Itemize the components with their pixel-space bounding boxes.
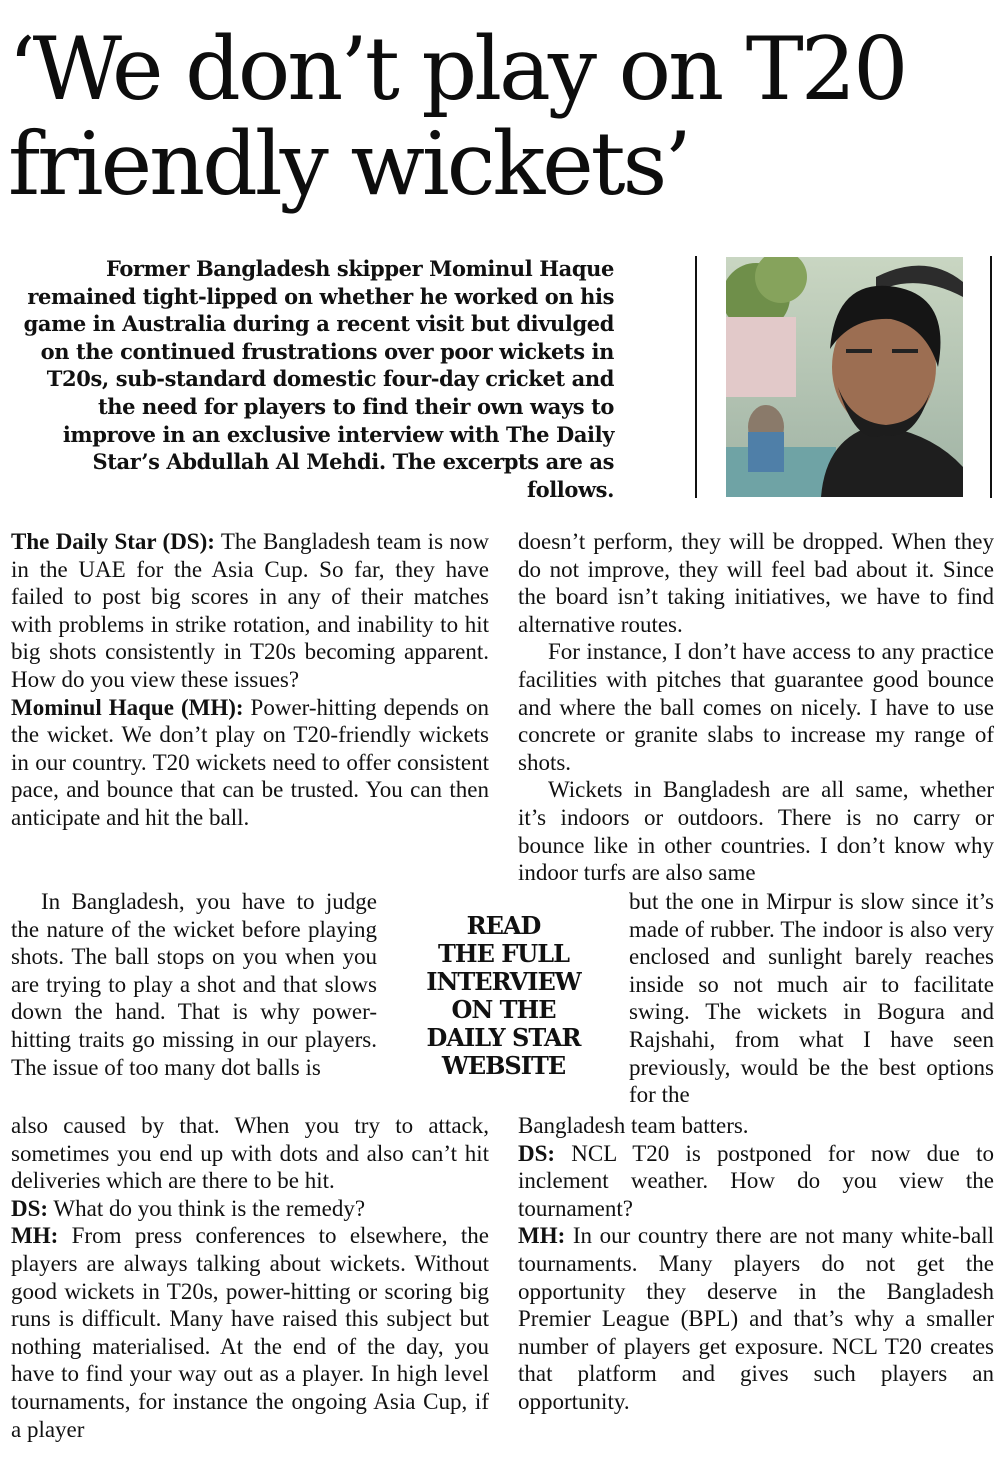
q3-speaker: DS: (518, 1140, 556, 1166)
a1-text: Power-hitting depends on the wicket. We don’t play on T20-friendly wickets in our country. T20 wickets need to offer consistent pace, and bounce that can be trusted. You can then anticipate and hit the ball. (11, 694, 489, 830)
q2-speaker: DS: (11, 1195, 49, 1221)
callout-line: INTERVIEW (426, 967, 581, 996)
read-full-interview-callout (406, 912, 601, 1080)
a2-text: From press conferences to elsewhere, the players are always talking about wickets. Without good wickets in T20s, power-hitting or scoring big runs is difficult. Many have raised this subject but nothing materialised. At the end of the day, you have to find your way out as a player. In high level tournaments, for instance the ongoing Asia Cup, if a player (11, 1223, 489, 1442)
q1-speaker: The Daily Star (DS): (11, 529, 215, 554)
photo-left-rule (695, 256, 697, 498)
a1-speaker: Mominul Haque (MH): (11, 694, 244, 720)
a2-paragraph-3-end: Bangladesh team batters. (518, 1113, 749, 1138)
right-column-top (518, 528, 994, 887)
a3-speaker: MH: (518, 1223, 566, 1249)
a2-speaker: MH: (11, 1223, 59, 1249)
callout-line: WEBSITE (441, 1051, 566, 1080)
article-intro: Former Bangladesh skipper Mominul Haque remained tight-lipped on whether he worked on his game in Australia during a recent visit but divulged on the continued frustrations over poor wickets in T20s, sub-standard domestic four-day cricket and the need for players to find their own ways to improve in an exclusive interview with The Daily Star’s Abdullah Al Mehdi. The excerpts are as follows. (23, 256, 614, 502)
q3-text: NCL T20 is postponed for now due to inclement weather. How do you view the tournament? (518, 1140, 994, 1221)
a1-paragraph-2: In Bangladesh, you have to judge the nature of the wicket before playing shots. The ball stops on you when you are trying to play a shot and that slows down the hand. That is why power-hitting traits go missing in our players. The issue of too many dot balls is (11, 889, 377, 1080)
a2-paragraph-3-continued: but the one in Mirpur is slow since it’s made of rubber. The indoor is also very enclosed and sunlight barely reaches inside so not much air to facilitate swing. The wickets in Bogura and Rajshahi, from what I have seen previously, would be the best options for the (629, 889, 994, 1108)
article-headline (8, 18, 998, 215)
q1-text: The Bangladesh team is now in the UAE for the Asia Cup. So far, they have failed to post big scores in any of their matches with problems in strike rotation, and inability to hit big shots consistently in T20s becoming apparent. How do you view these issues? (11, 529, 489, 692)
player-photo (726, 257, 963, 497)
callout-line: THE FULL (438, 939, 569, 968)
headline-line-1: ‘We don’t play on T20 (8, 18, 906, 120)
photo-right-rule (990, 256, 992, 498)
q2-text: What do you think is the remedy? (48, 1195, 366, 1221)
a3-text: In our country there are not many white-ball tournaments. Many players do not get the opportunity they deserve in the Bangladesh Premier League (BPL) and that’s why a smaller number of players get exposure. NCL T20 creates that platform and gives such players an opportunity. (518, 1223, 994, 1414)
left-column-wrap (11, 888, 377, 1081)
callout-line: READ (466, 911, 541, 940)
headline-line-2: friendly wickets’ (8, 113, 689, 215)
right-column-bottom (518, 1112, 994, 1416)
a2-continued: doesn’t perform, they will be dropped. When they do not improve, they will feel bad about it. Since the board isn’t taking initiatives, we have to find alternative routes. (518, 529, 994, 637)
callout-line: DAILY STAR (426, 1023, 581, 1052)
left-column-bottom (11, 1112, 489, 1443)
a2-paragraph-3: Wickets in Bangladesh are all same, whether it’s indoors or outdoors. There is no carry or bounce like in other countries. I don’t know why indoor turfs are also same (518, 777, 994, 886)
a2-paragraph-2: For instance, I don’t have access to any practice facilities with pitches that guarantee good bounce and where the ball comes on nicely. I have to use concrete or granite slabs to increase my range of shots. (518, 639, 994, 775)
callout-line: ON THE (451, 995, 556, 1024)
a1-paragraph-2-continued: also caused by that. When you try to attack, sometimes you end up with dots and also can’t hit deliveries which are there to be hit. (11, 1113, 489, 1194)
left-column-top (11, 528, 489, 832)
right-column-wrap (629, 888, 994, 1109)
